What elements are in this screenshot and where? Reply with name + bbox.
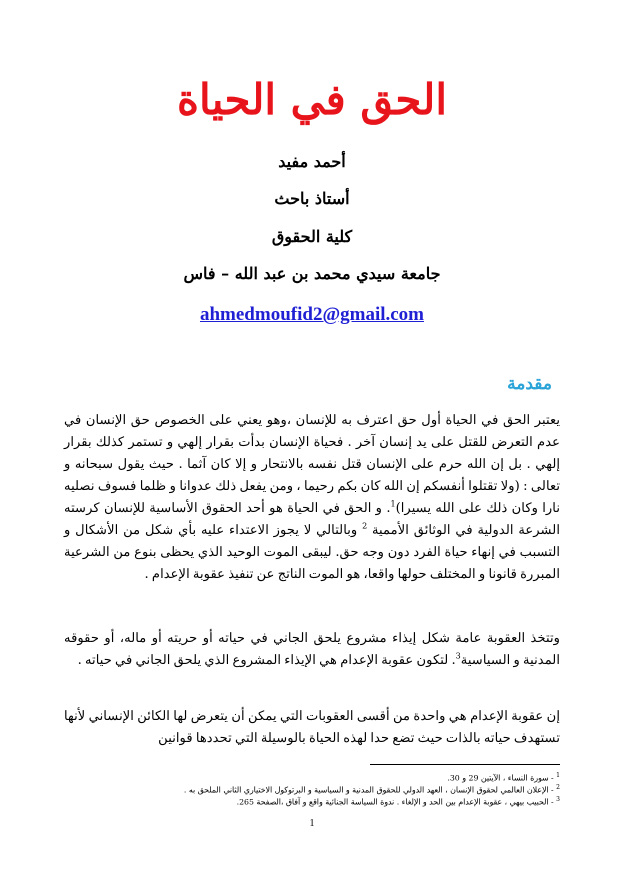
footnote-ref-2[interactable]: 2	[362, 521, 368, 531]
footnote-3	[60, 794, 560, 808]
paragraph-1	[64, 410, 560, 586]
paragraph-2	[64, 628, 560, 672]
footnote-3-text: - الحبيب بيهي ، عقوبة الإعدام بين الحد و الإلغاء . ندوة السياسة الجنائية واقع و آفاق ،الصفحة 265.	[236, 797, 554, 807]
footnote-1-text: - سورة النساء ، الآيتين 29 و 30.	[447, 773, 554, 783]
paragraph-1-text-a: يعتبر الحق في الحياة أول حق اعترف به للإنسان ،وهو يعني على الخصوص حق الإنسان في عدم التعرض للقتل على يد إنسان آخر . فحياة الإنسان بدأت بقرار إلهي و تستمر كذلك بقرار إلهي . بل إن الله حرم على الإنسان قتل نفسه بالانتحار و إلا كان آثما . حيث يقول سبحانه و تعالى : (ولا تقتلوا أنفسكم إن الله كان بكم رحيما ، ومن يفعل ذلك عدوانا و ظلما فسوف نصليه نارا وكان ذلك على الله يسيرا)	[64, 413, 560, 516]
author-name: أحمد مفيد	[278, 152, 346, 171]
author-faculty: كلية الحقوق	[271, 227, 353, 246]
author-email-link[interactable]: ahmedmoufid2@gmail.com	[199, 304, 425, 325]
footnote-ref-1[interactable]: 1	[390, 499, 396, 509]
footnote-1-number: 1	[556, 772, 560, 779]
footnote-ref-3[interactable]: 3	[455, 651, 461, 661]
footnote-separator	[370, 764, 560, 765]
page-number: 1	[309, 818, 315, 829]
footnote-3-number: 3	[556, 796, 560, 803]
paragraph-2-text-a: وتتخذ العقوبة عامة شكل إيذاء مشروع يلحق الجاني في حياته أو حريته أو ماله، أو حقوقه المدنية و السياسية	[64, 631, 560, 668]
footnote-2-text: - الإعلان العالمي لحقوق الإنسان ، العهد الدولي للحقوق المدنية و السياسية و البرتوكول الاختياري الثاني الملحق به .	[183, 785, 554, 795]
paragraph-2-text-b: . لتكون عقوبة الإعدام هي الإيذاء المشروع الذي يلحق الجاني في حياته .	[77, 653, 456, 668]
document-title: الحق في الحياة	[177, 75, 447, 124]
author-university: جامعة سيدي محمد بن عبد الله – فاس	[183, 264, 441, 283]
author-position: أستاذ باحث	[274, 189, 350, 208]
section-heading-introduction: مقدمة	[507, 374, 552, 394]
paragraph-1-text-b: . و الحق في الحياة هو أحد الحقوق الأساسية للإنسان كرسته الشرعة الدولية في الوثائق الأممية	[64, 501, 560, 538]
paragraph-3: إن عقوبة الإعدام هي واحدة من أقسى العقوبات التي يمكن أن يتعرض لها الكائن الإنساني لأنها تستهدف حياته بالذات حيث تضع حدا لهذه الحياة بالوسيلة التي تحددها قوانين	[64, 709, 560, 746]
paragraph-1-text-c: وبالتالي لا يجوز الاعتداء عليه بأي شكل من الأشكال و التسبب في إنهاء حياة الفرد دون وجه حق. ليبقى الموت الوحيد الذي يحظى بنوع من الشرعية المبررة قانونا و المختلف حولها واقعا، هو الموت الناتج عن تنفيذ عقوبة الإعدام .	[64, 523, 560, 582]
footnote-2-number: 2	[556, 784, 560, 791]
